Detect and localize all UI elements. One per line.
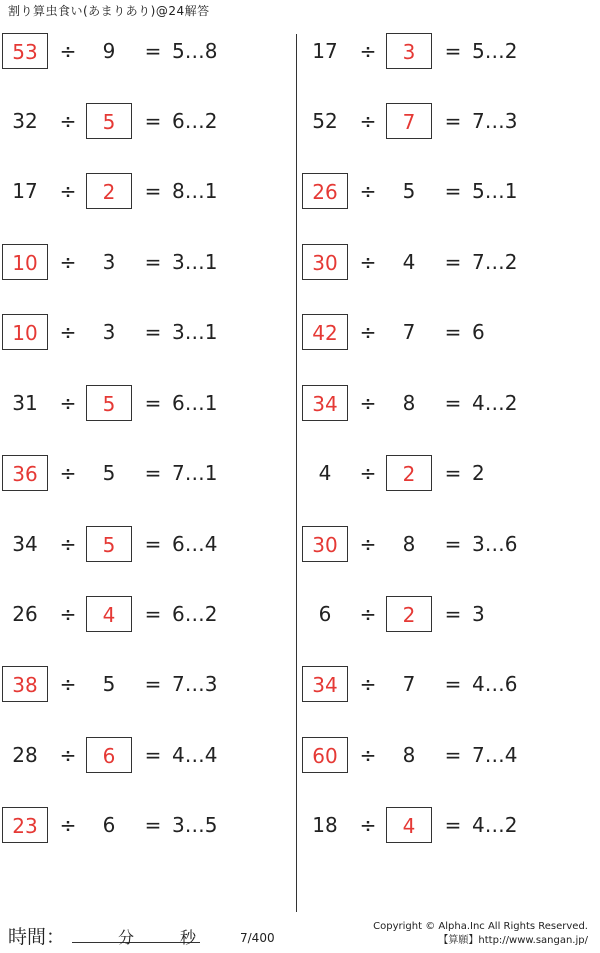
divide-sign: ÷ xyxy=(359,602,377,626)
seconds-label: 秒 xyxy=(180,928,197,947)
divisor: 8 xyxy=(402,743,416,767)
divide-sign: ÷ xyxy=(59,532,77,556)
divisor-answer-box: 4 xyxy=(86,596,132,632)
problem-row xyxy=(0,737,296,773)
equals-sign: = xyxy=(444,602,462,626)
dividend: 4 xyxy=(318,461,332,485)
divide-sign: ÷ xyxy=(359,39,377,63)
problem-row xyxy=(300,455,596,491)
divide-sign: ÷ xyxy=(59,250,77,274)
dividend-answer-box: 30 xyxy=(302,244,348,280)
divide-sign: ÷ xyxy=(59,602,77,626)
divisor-answer-box: 4 xyxy=(386,807,432,843)
dividend-answer-box: 53 xyxy=(2,33,48,69)
quotient-remainder: 4…4 xyxy=(172,743,218,767)
quotient-remainder: 4…6 xyxy=(472,672,518,696)
problem-row xyxy=(0,455,296,491)
dividend-answer-box: 42 xyxy=(302,314,348,350)
problem-row xyxy=(300,103,596,139)
minutes-label: 分 xyxy=(118,928,135,947)
equals-sign: = xyxy=(444,813,462,837)
divide-sign: ÷ xyxy=(359,250,377,274)
quotient-remainder: 3…6 xyxy=(472,532,518,556)
equals-sign: = xyxy=(144,391,162,415)
divisor-answer-box: 2 xyxy=(386,455,432,491)
divisor: 6 xyxy=(102,813,116,837)
divisor: 9 xyxy=(102,39,116,63)
problem-row xyxy=(0,244,296,280)
dividend-answer-box: 23 xyxy=(2,807,48,843)
equals-sign: = xyxy=(444,39,462,63)
problem-row xyxy=(0,385,296,421)
quotient-remainder: 4…2 xyxy=(472,391,518,415)
equals-sign: = xyxy=(444,250,462,274)
equals-sign: = xyxy=(144,179,162,203)
divide-sign: ÷ xyxy=(59,672,77,696)
dividend-answer-box: 10 xyxy=(2,314,48,350)
divisor-answer-box: 6 xyxy=(86,737,132,773)
problem-row xyxy=(0,314,296,350)
problem-row xyxy=(300,807,596,843)
divisor: 3 xyxy=(102,320,116,344)
copyright-text: Copyright © Alpha.Inc All Rights Reserved. xyxy=(373,921,588,932)
problem-row xyxy=(0,526,296,562)
divisor: 5 xyxy=(402,179,416,203)
divide-sign: ÷ xyxy=(59,39,77,63)
divisor-answer-box: 5 xyxy=(86,385,132,421)
page-counter: 7/400 xyxy=(240,931,275,945)
problem-row xyxy=(300,385,596,421)
equals-sign: = xyxy=(144,602,162,626)
dividend: 6 xyxy=(318,602,332,626)
equals-sign: = xyxy=(144,109,162,133)
quotient-remainder: 3…1 xyxy=(172,320,218,344)
divide-sign: ÷ xyxy=(59,743,77,767)
divide-sign: ÷ xyxy=(59,179,77,203)
equals-sign: = xyxy=(144,813,162,837)
quotient-remainder: 7…1 xyxy=(172,461,218,485)
dividend: 32 xyxy=(12,109,38,133)
equals-sign: = xyxy=(144,320,162,344)
divide-sign: ÷ xyxy=(59,109,77,133)
dividend: 34 xyxy=(12,532,38,556)
equals-sign: = xyxy=(144,743,162,767)
equals-sign: = xyxy=(444,391,462,415)
quotient-remainder: 5…8 xyxy=(172,39,218,63)
equals-sign: = xyxy=(444,532,462,556)
quotient-remainder: 7…3 xyxy=(472,109,518,133)
divisor-answer-box: 3 xyxy=(386,33,432,69)
equals-sign: = xyxy=(444,320,462,344)
problem-row xyxy=(300,596,596,632)
problem-row xyxy=(300,526,596,562)
divide-sign: ÷ xyxy=(359,179,377,203)
divisor-answer-box: 2 xyxy=(386,596,432,632)
divisor: 7 xyxy=(402,320,416,344)
problem-row xyxy=(300,737,596,773)
dividend: 17 xyxy=(312,39,338,63)
divide-sign: ÷ xyxy=(359,743,377,767)
copyright-block xyxy=(373,920,588,948)
quotient-remainder: 7…2 xyxy=(472,250,518,274)
problem-row xyxy=(300,173,596,209)
equals-sign: = xyxy=(444,672,462,696)
dividend-answer-box: 34 xyxy=(302,666,348,702)
divisor-answer-box: 5 xyxy=(86,103,132,139)
equals-sign: = xyxy=(144,532,162,556)
time-label: 時間： xyxy=(8,926,66,948)
problem-row xyxy=(300,314,596,350)
quotient-remainder: 6 xyxy=(472,320,485,344)
divide-sign: ÷ xyxy=(359,813,377,837)
divisor-answer-box: 7 xyxy=(386,103,432,139)
equals-sign: = xyxy=(144,672,162,696)
divisor: 7 xyxy=(402,672,416,696)
quotient-remainder: 5…1 xyxy=(472,179,518,203)
divide-sign: ÷ xyxy=(359,391,377,415)
divisor: 5 xyxy=(102,672,116,696)
equals-sign: = xyxy=(144,250,162,274)
dividend: 28 xyxy=(12,743,38,767)
dividend-answer-box: 26 xyxy=(302,173,348,209)
problem-row xyxy=(300,666,596,702)
quotient-remainder: 3 xyxy=(472,602,485,626)
divisor: 3 xyxy=(102,250,116,274)
quotient-remainder: 8…1 xyxy=(172,179,218,203)
divide-sign: ÷ xyxy=(359,461,377,485)
divide-sign: ÷ xyxy=(59,320,77,344)
quotient-remainder: 6…2 xyxy=(172,109,218,133)
divisor-answer-box: 5 xyxy=(86,526,132,562)
dividend: 17 xyxy=(12,179,38,203)
problem-row xyxy=(0,173,296,209)
quotient-remainder: 6…1 xyxy=(172,391,218,415)
divide-sign: ÷ xyxy=(359,672,377,696)
dividend: 31 xyxy=(12,391,38,415)
quotient-remainder: 3…1 xyxy=(172,250,218,274)
dividend-answer-box: 34 xyxy=(302,385,348,421)
dividend: 18 xyxy=(312,813,338,837)
equals-sign: = xyxy=(144,461,162,485)
problem-row xyxy=(0,666,296,702)
quotient-remainder: 5…2 xyxy=(472,39,518,63)
divisor: 5 xyxy=(102,461,116,485)
dividend-answer-box: 38 xyxy=(2,666,48,702)
equals-sign: = xyxy=(144,39,162,63)
divide-sign: ÷ xyxy=(359,109,377,133)
quotient-remainder: 3…5 xyxy=(172,813,218,837)
equals-sign: = xyxy=(444,461,462,485)
dividend-answer-box: 36 xyxy=(2,455,48,491)
quotient-remainder: 6…2 xyxy=(172,602,218,626)
quotient-remainder: 2 xyxy=(472,461,485,485)
divisor-answer-box: 2 xyxy=(86,173,132,209)
site-url: 【算願】http://www.sangan.jp/ xyxy=(438,935,588,946)
divide-sign: ÷ xyxy=(59,461,77,485)
dividend-answer-box: 30 xyxy=(302,526,348,562)
equals-sign: = xyxy=(444,109,462,133)
divisor: 8 xyxy=(402,532,416,556)
equals-sign: = xyxy=(444,743,462,767)
divide-sign: ÷ xyxy=(59,391,77,415)
dividend: 52 xyxy=(312,109,338,133)
quotient-remainder: 4…2 xyxy=(472,813,518,837)
problem-row xyxy=(0,103,296,139)
quotient-remainder: 7…3 xyxy=(172,672,218,696)
page-title: 割り算虫食い(あまりあり)@24解答 xyxy=(8,4,210,18)
problem-row xyxy=(0,807,296,843)
column-divider xyxy=(296,34,297,912)
dividend-answer-box: 60 xyxy=(302,737,348,773)
equals-sign: = xyxy=(444,179,462,203)
divide-sign: ÷ xyxy=(59,813,77,837)
problem-row xyxy=(0,596,296,632)
quotient-remainder: 6…4 xyxy=(172,532,218,556)
divide-sign: ÷ xyxy=(359,320,377,344)
problem-row xyxy=(300,244,596,280)
problem-row xyxy=(0,33,296,69)
divisor: 4 xyxy=(402,250,416,274)
divide-sign: ÷ xyxy=(359,532,377,556)
dividend-answer-box: 10 xyxy=(2,244,48,280)
divisor: 8 xyxy=(402,391,416,415)
quotient-remainder: 7…4 xyxy=(472,743,518,767)
problem-row xyxy=(300,33,596,69)
dividend: 26 xyxy=(12,602,38,626)
